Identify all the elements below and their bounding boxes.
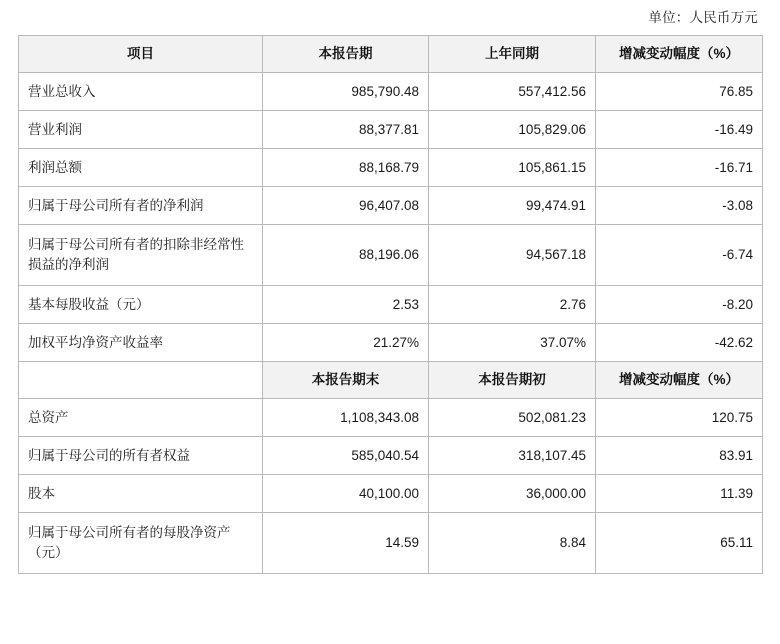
financial-summary-table	[18, 35, 763, 574]
row-current: 88,168.79	[263, 149, 429, 187]
row-previous: 37.07%	[429, 324, 596, 362]
row-label: 股本	[19, 475, 263, 513]
row-change: -16.49	[596, 111, 763, 149]
row-current: 21.27%	[263, 324, 429, 362]
row-change: 120.75	[596, 399, 763, 437]
row-current: 88,196.06	[263, 225, 429, 286]
row-current: 2.53	[263, 286, 429, 324]
table-row	[19, 111, 763, 149]
row-current: 88,377.81	[263, 111, 429, 149]
header-item: 项目	[19, 36, 263, 73]
row-label: 利润总额	[19, 149, 263, 187]
header-change-rate: 增减变动幅度（%）	[596, 36, 763, 73]
row-label: 归属于母公司所有者的扣除非经常性损益的净利润	[19, 225, 263, 286]
row-label: 基本每股收益（元）	[19, 286, 263, 324]
header-blank	[19, 362, 263, 399]
row-current: 1,108,343.08	[263, 399, 429, 437]
table-row	[19, 149, 763, 187]
table-row	[19, 399, 763, 437]
row-change: 83.91	[596, 437, 763, 475]
row-current: 14.59	[263, 513, 429, 574]
row-current: 585,040.54	[263, 437, 429, 475]
row-change: 76.85	[596, 73, 763, 111]
row-change: -42.62	[596, 324, 763, 362]
row-previous: 36,000.00	[429, 475, 596, 513]
row-previous: 318,107.45	[429, 437, 596, 475]
row-previous: 502,081.23	[429, 399, 596, 437]
row-change: 11.39	[596, 475, 763, 513]
row-change: -16.71	[596, 149, 763, 187]
row-current: 96,407.08	[263, 187, 429, 225]
table-row	[19, 475, 763, 513]
row-previous: 105,861.15	[429, 149, 596, 187]
table-row	[19, 324, 763, 362]
row-label: 加权平均净资产收益率	[19, 324, 263, 362]
table-body	[19, 73, 763, 574]
row-label: 归属于母公司所有者的净利润	[19, 187, 263, 225]
header-period-end: 本报告期末	[263, 362, 429, 399]
table-row	[19, 513, 763, 574]
row-label: 归属于母公司所有者的每股净资产（元）	[19, 513, 263, 574]
table-row	[19, 437, 763, 475]
row-previous: 105,829.06	[429, 111, 596, 149]
table-row	[19, 286, 763, 324]
row-previous: 94,567.18	[429, 225, 596, 286]
header-current-period: 本报告期	[263, 36, 429, 73]
row-previous: 8.84	[429, 513, 596, 574]
table-header	[19, 36, 763, 73]
header-previous-period: 上年同期	[429, 36, 596, 73]
row-change: -6.74	[596, 225, 763, 286]
row-label: 营业总收入	[19, 73, 263, 111]
row-previous: 99,474.91	[429, 187, 596, 225]
table-row	[19, 225, 763, 286]
row-previous: 557,412.56	[429, 73, 596, 111]
header-row-balance	[19, 362, 763, 399]
row-previous: 2.76	[429, 286, 596, 324]
header-period-start: 本报告期初	[429, 362, 596, 399]
unit-note: 单位：人民币万元	[648, 10, 758, 25]
row-change: -8.20	[596, 286, 763, 324]
table-row	[19, 73, 763, 111]
row-label: 总资产	[19, 399, 263, 437]
table-row	[19, 187, 763, 225]
row-label: 归属于母公司的所有者权益	[19, 437, 263, 475]
row-current: 985,790.48	[263, 73, 429, 111]
row-change: -3.08	[596, 187, 763, 225]
header-row-period	[19, 36, 763, 73]
row-change: 65.11	[596, 513, 763, 574]
row-label: 营业利润	[19, 111, 263, 149]
header-change-rate: 增减变动幅度（%）	[596, 362, 763, 399]
row-current: 40,100.00	[263, 475, 429, 513]
